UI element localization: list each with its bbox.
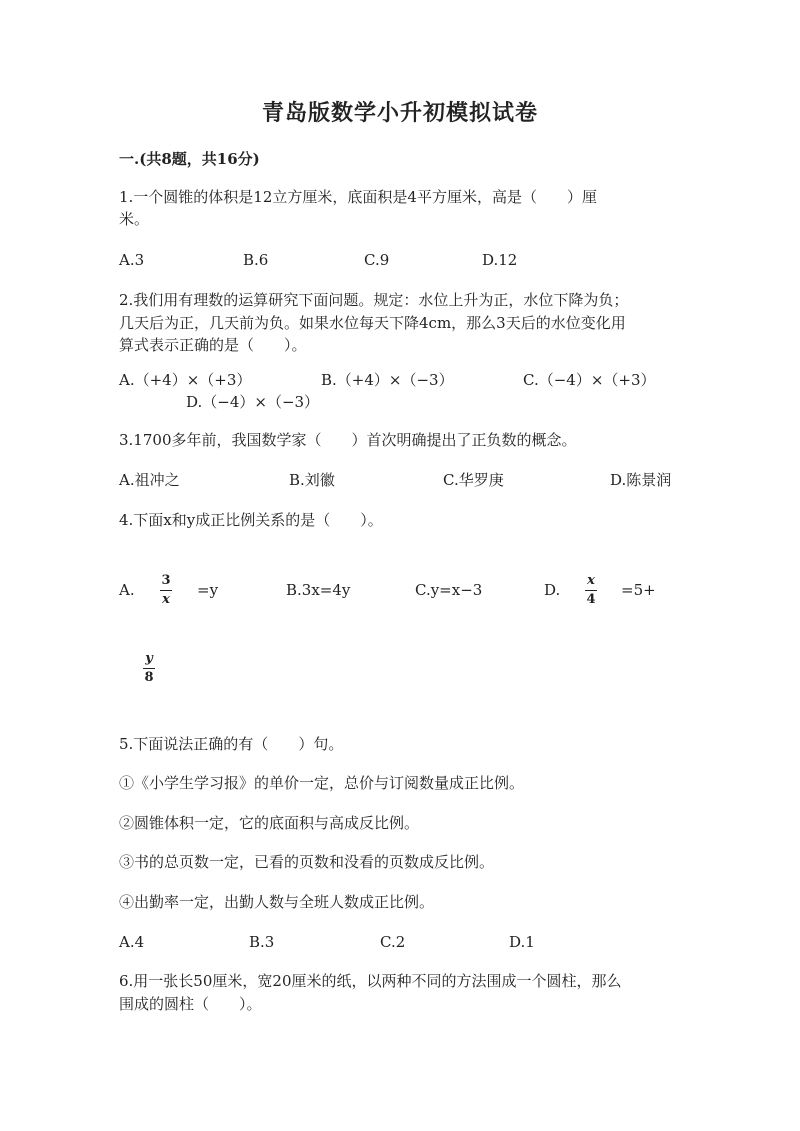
question-6-line-1: 6.用一张长50厘米，宽20厘米的纸，以两种不同的方法围成一个圆柱，那么	[119, 972, 622, 990]
fraction-numerator: x	[587, 573, 595, 588]
fraction-numerator: y	[145, 651, 153, 666]
q3-option-b: B.刘徽	[289, 471, 335, 489]
q2-option-d: D.（−4）×（−3）	[186, 393, 320, 411]
q2-option-b: B.（+4）×（−3）	[321, 371, 454, 389]
q5-statement-1: ①《小学生学习报》的单价一定，总价与订阅数量成正比例。	[119, 774, 525, 792]
fraction-denominator: 4	[586, 592, 596, 607]
question-2-line-1: 2.我们用有理数的运算研究下面问题。规定：水位上升为正，水位下降为负；	[119, 291, 629, 309]
q5-statement-2: ②圆锥体积一定，它的底面积与高成反比例。	[119, 814, 420, 832]
fraction-denominator: x	[162, 592, 170, 607]
q1-option-a: A.3	[119, 251, 145, 269]
q1-option-d: D.12	[482, 251, 518, 269]
fraction-bar	[143, 668, 155, 669]
q4-option-c: C.y=x−3	[415, 581, 483, 599]
q4-option-a-rest: =y	[197, 581, 219, 599]
question-4-line-1: 4.下面x和y成正比例关系的是（ ）。	[119, 511, 383, 529]
question-1-line-1: 1.一个圆锥的体积是12立方厘米，底面积是4平方厘米，高是（ ）厘	[119, 188, 597, 206]
question-6-line-2: 围成的圆柱（ ）。	[119, 995, 262, 1013]
q5-statement-3: ③书的总页数一定，已看的页数和没看的页数成反比例。	[119, 853, 495, 871]
q5-option-b: B.3	[249, 933, 275, 951]
q2-option-c: C.（−4）×（+3）	[523, 371, 656, 389]
q3-option-a: A.祖冲之	[119, 471, 180, 489]
q5-option-a: A.4	[119, 933, 145, 951]
fraction-denominator: 8	[144, 670, 154, 685]
q4-option-a-fraction	[160, 574, 172, 607]
q4-option-d-fraction-2	[143, 652, 155, 685]
q4-option-b: B.3x=4y	[286, 581, 351, 599]
q5-statement-4: ④出勤率一定，出勤人数与全班人数成正比例。	[119, 893, 435, 911]
question-2-line-3: 算式表示正确的是（ ）。	[119, 336, 307, 354]
question-5-line-1: 5.下面说法正确的有（ ）句。	[119, 735, 344, 753]
question-1-line-2: 米。	[119, 210, 150, 228]
q2-option-a: A.（+4）×（+3）	[119, 371, 252, 389]
question-2-line-2: 几天后为正，几天前为负。如果水位每天下降4cm，那么3天后的水位变化用	[119, 314, 626, 332]
section-heading: 一.(共8题，共16分)	[119, 150, 260, 168]
q4-option-d-fraction	[585, 574, 597, 607]
q5-option-d: D.1	[509, 933, 535, 951]
q3-option-c: C.华罗庚	[443, 471, 504, 489]
q4-option-d-label: D.	[544, 581, 561, 599]
q1-option-b: B.6	[243, 251, 269, 269]
q3-option-d: D.陈景润	[610, 471, 672, 489]
fraction-bar	[160, 590, 172, 591]
q1-option-c: C.9	[364, 251, 390, 269]
page-title: 青岛版数学小升初模拟试卷	[261, 100, 538, 126]
q5-option-c: C.2	[380, 933, 406, 951]
fraction-numerator: 3	[161, 573, 171, 588]
fraction-bar	[585, 590, 597, 591]
q4-option-a-label: A.	[119, 581, 135, 599]
q4-option-d-rest: =5+	[621, 581, 656, 599]
question-3-line-1: 3.1700多年前，我国数学家（ ）首次明确提出了正负数的概念。	[119, 431, 577, 449]
